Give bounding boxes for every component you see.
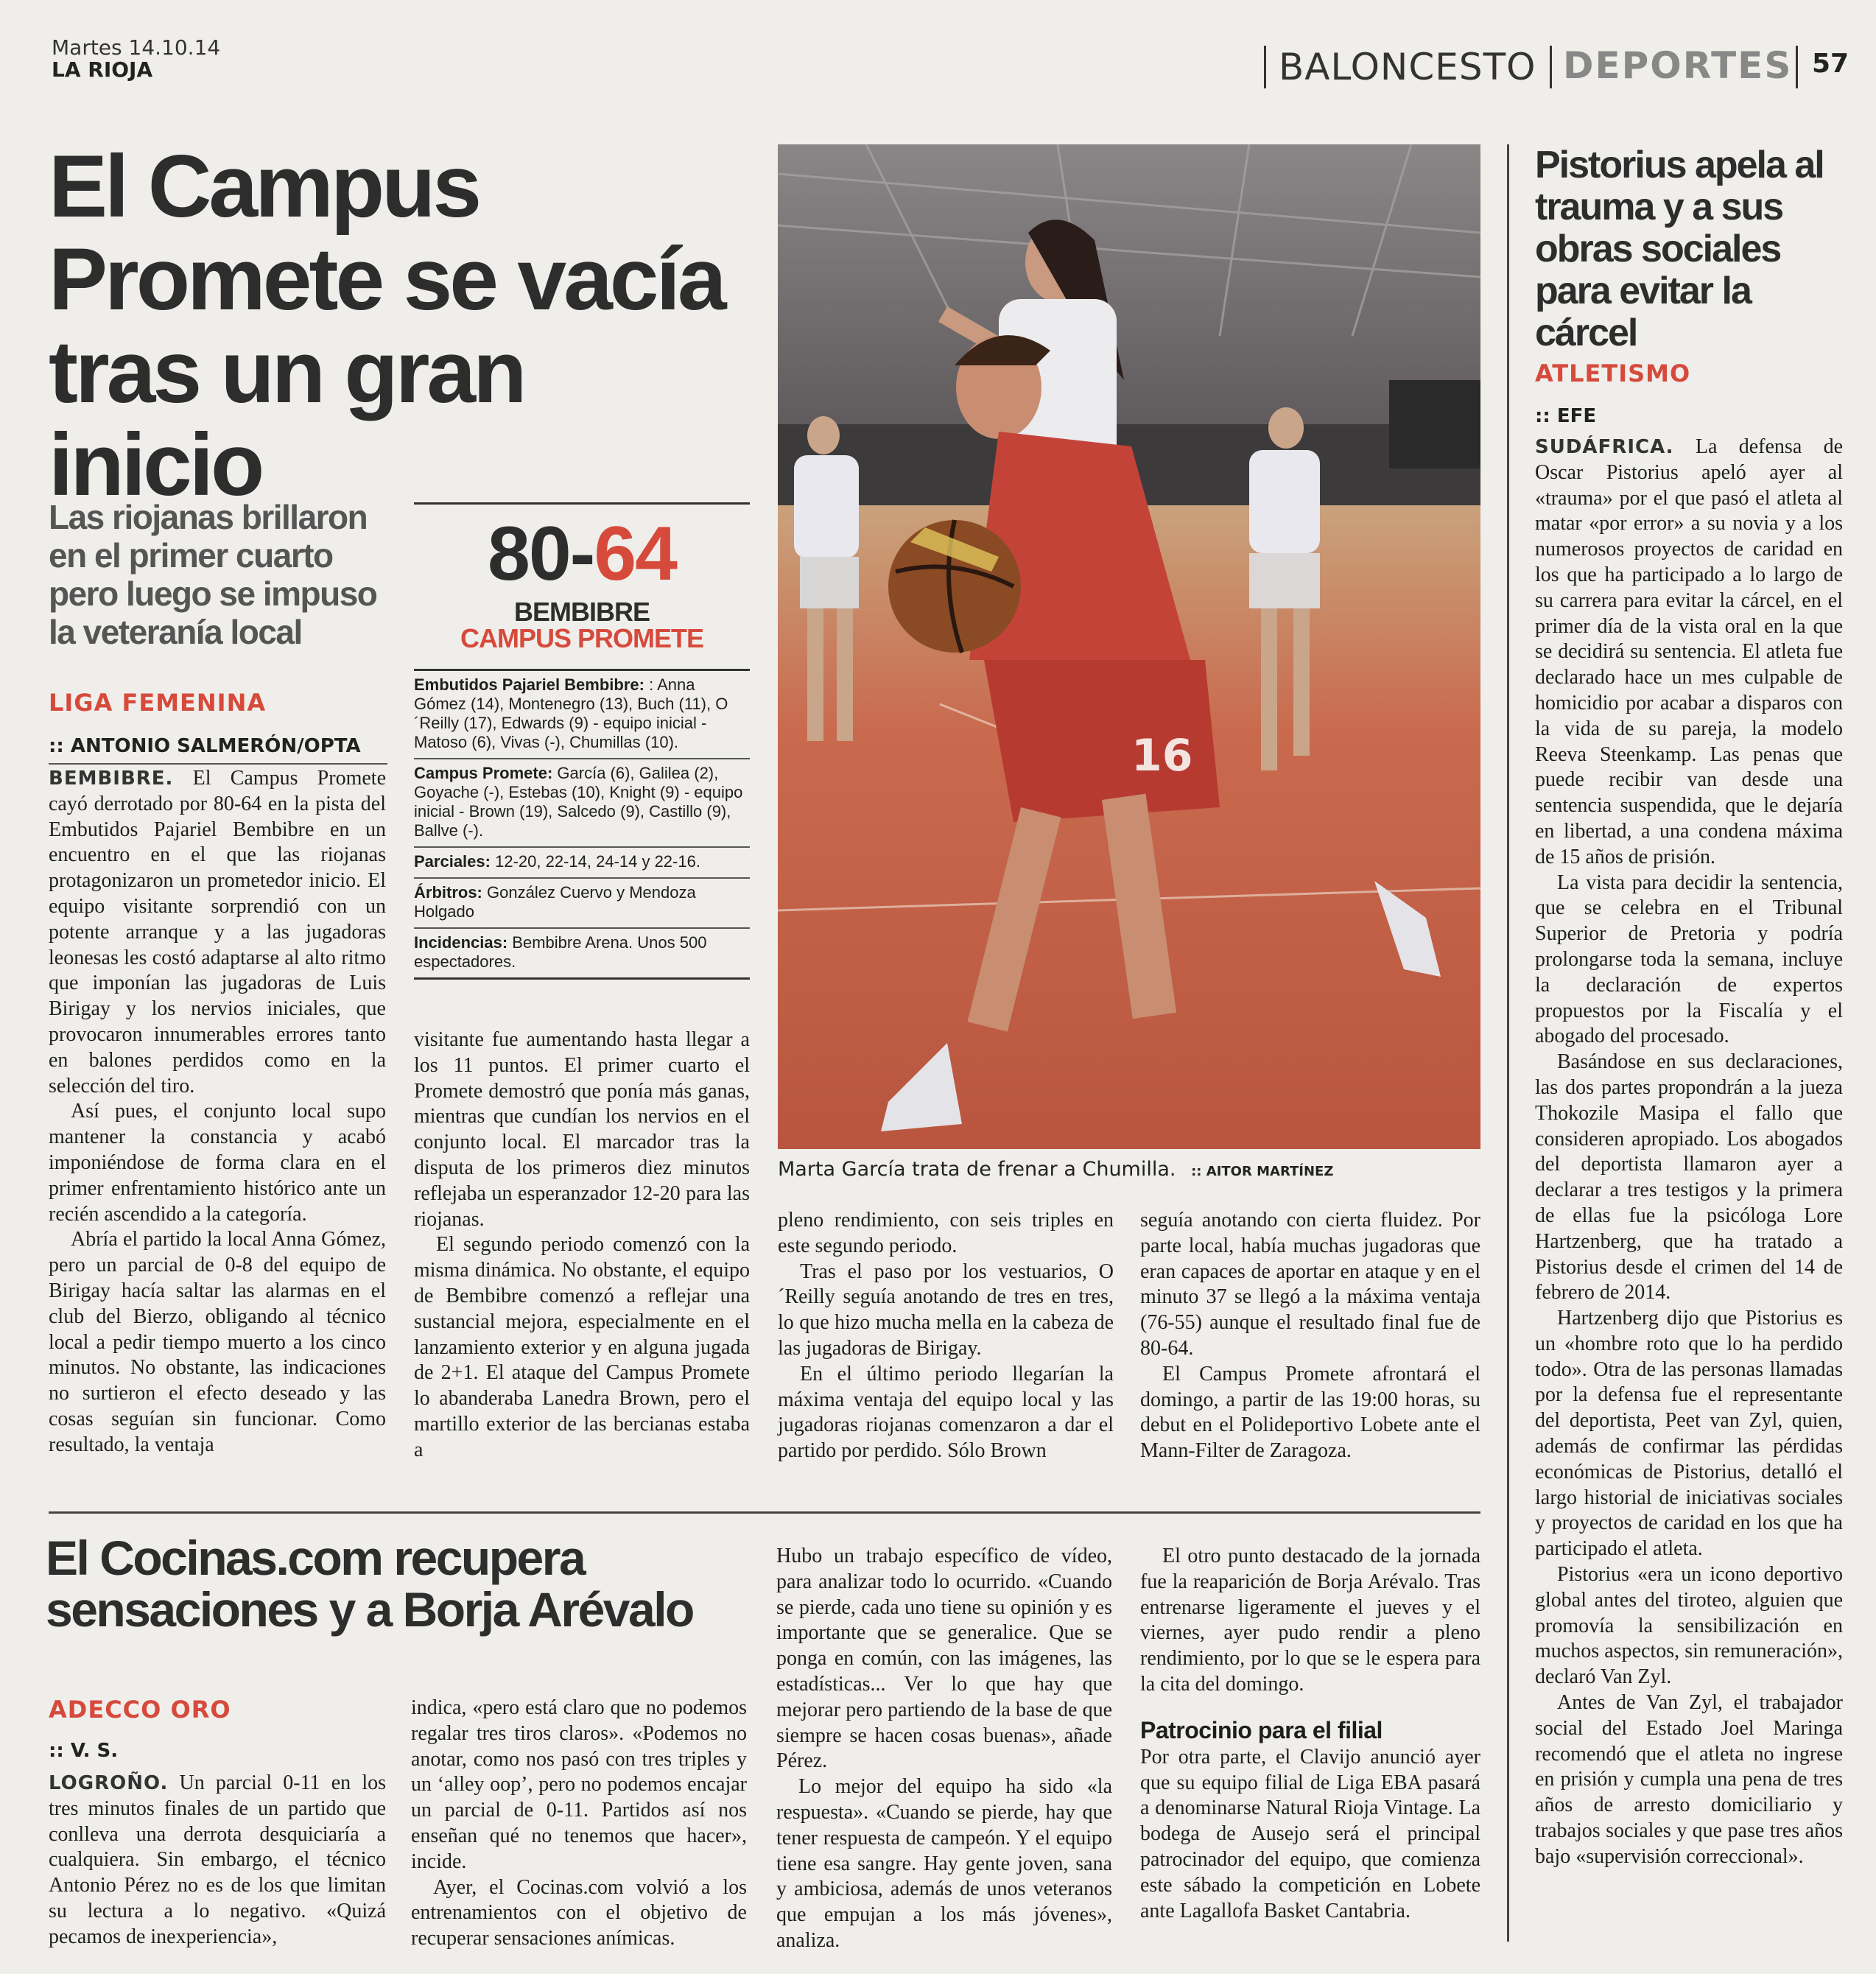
- photo-caption-wrap: [778, 1158, 1480, 1181]
- main-byline: ANTONIO SALMERÓN/OPTA: [70, 735, 361, 757]
- side-headline: Pistorius apela al trauma y a sus obras sociales para evitar la cárcel: [1535, 144, 1824, 354]
- row-text: 12-20, 22-14, 24-14 y 22-16.: [495, 852, 700, 871]
- header-date: Martes 14.10.14: [52, 35, 221, 60]
- bottom-col-1: [49, 1771, 386, 1950]
- row-label: Embutidos Pajariel Bembibre:: [414, 675, 644, 694]
- main-col-2: [414, 1028, 750, 1464]
- paragraph: La vista para decidir la sentencia, que se celebra en el Tribunal Superior de Pretoria y podría prolongarse toda la semana, incluye la declaración de expertos propuestos por la Fiscalía y el abogado del procesado.: [1535, 871, 1843, 1048]
- paragraph: La defensa de Oscar Pistorius apeló ayer al «trauma» por el que pasó el atleta al matar «por error» a su novia y a los numerosos proyectos de caridad en los que ha participado a lo largo de su carrera para evitar la cárcel, en el primer día de la vista oral en la que se decidirá su sentencia. El atleta fue declarado hace un mes culpable de homicidio por acabar a disparos con la vida de su pareja, la modelo Reeva Steenkamp. Las penas que puede recibir van desde una sentencia suspendida, que le dejaría en libertad, a una condena máxima de 15 años de prisión.: [1535, 435, 1843, 868]
- bottom-byline-wrap: [49, 1740, 118, 1762]
- paragraph: Tras el paso por los vestuarios, O´Reilly seguía anotando de tres en tres, lo que hizo mucha mella en la cabeza de las jugadoras de Birigay.: [778, 1260, 1114, 1360]
- bottom-article-rule: [49, 1511, 1480, 1514]
- paragraph: visitante fue aumentando hasta llegar a los 11 puntos. El primer cuarto el Promete demostró que ponía más ganas, mientras que cundían los nervios en el conjunto local. El marcador tras la disputa de los primeros diez minutos reflejaba un esperanzador 12-20 para las riojanas.: [414, 1028, 750, 1231]
- row-label: Campus Promete:: [414, 764, 553, 782]
- paragraph: En el último periodo llegarían la máxima ventaja del equipo local y las jugadoras riojanas comenzaron a dar el partido por perdido. Sólo Brown: [778, 1362, 1114, 1463]
- scorebox-row: [414, 759, 750, 848]
- header-section: BALONCESTO: [1279, 46, 1536, 88]
- paragraph: Ayer, el Cocinas.com volvió a los entrenamientos con el objetivo de recuperar sensaciones anímicas.: [411, 1875, 747, 1950]
- paragraph: indica, «pero está claro que no podemos regalar tres tiros claros». «Podemos no anotar, como nos pasó con tres triples y un ‘alley oop’, pero no podemos encajar un parcial de 0-11. Partidos así nos enseñan qué no tenemos que hacer», incide.: [411, 1696, 747, 1873]
- row-label: Parciales:: [414, 852, 491, 871]
- side-byline-wrap: [1535, 405, 1596, 427]
- main-col-3: [778, 1208, 1114, 1464]
- paragraph: Pistorius «era un icono deportivo global antes del tiroteo, alguien que promovía la sensibilización en muchos aspectos, sin remuneración», declaró Van Zyl.: [1535, 1563, 1843, 1689]
- header-category: DEPORTES: [1563, 44, 1793, 87]
- header-divider-2: [1550, 46, 1552, 88]
- scorebox-row: [414, 879, 750, 929]
- row-label: Árbitros:: [414, 883, 482, 902]
- side-section-tag: ATLETISMO: [1535, 359, 1691, 387]
- byline-marker: ::: [49, 1740, 71, 1762]
- paragraph: Hubo un trabajo específico de vídeo, para analizar todo lo ocurrido. «Cuando se pierde, cada uno tiene su opinión y es importante que se generalice. Que se ponga en común, con las imágenes, las estadísticas... Ver lo que hay que mejorar pero partiendo de la base de que siempre se hacen cosas buenas», añade Pérez.: [776, 1545, 1112, 1773]
- header-divider-3: [1796, 46, 1798, 88]
- paragraph: El otro punto destacado de la jornada fue la reaparición de Borja Arévalo. Tras entrenarse ligeramente el jueves y el viernes, ayer pudo rendir a pleno rendimiento, por lo que se le espera para la cita del domingo.: [1140, 1545, 1480, 1696]
- bottom-subhead: Patrocinio para el filial: [1140, 1716, 1383, 1743]
- paragraph: Basándose en sus declaraciones, las dos partes propondrán a la jueza Thokozile Masipa el fallo que consideren apropiado. Los abogados del deportista llamaron ayer a declarar a tres testigos y la primera de ellas fue la psicóloga Lore Hartzenberg, que ha tratado a Pistorius desde el crimen del 14 de febrero de 2014.: [1535, 1050, 1843, 1304]
- paragraph: El Campus Promete cayó derrotado por 80-64 en la pista del Embutidos Pajariel Bembibre en un encuentro en el que las riojanas protagonizaron un prometedor inicio. El equipo visitante sorprendió con un potente arranque y a las jugadoras leonesas les costó adaptarse al alto ritmo que imponían las jugadoras de Luis Birigay y los nervios iniciales, que provocaron innumerables errores tanto en balones perdidos como en la selección del tiro.: [49, 767, 386, 1097]
- paragraph: El segundo periodo comenzó con la misma dinámica. No obstante, el equipo de Bembibre comenzó a reflejar una sustancial mejora, especialmente en el lanzamiento exterior y en alguna jugada de 2+1. El ataque del Campus Promete lo abanderaba Lanedra Brown, pero el martillo exterior de las bercianas estaba a: [414, 1233, 750, 1461]
- scorebox-details: [414, 669, 750, 980]
- scorebox-row: [414, 671, 750, 759]
- row-text: González Cuervo y Mendoza Holgado: [414, 883, 696, 921]
- bottom-col-3: [776, 1544, 1112, 1954]
- header-newspaper: LA RIOJA: [52, 57, 153, 82]
- main-col-1: [49, 766, 386, 1458]
- paragraph: Lo mejor del equipo ha sido «la respuesta». «Cuando se pierde, hay que tener respuesta de campeón. Y el equipo tiene esa sangre. Hay gente joven, sana y ambiciosa, además de unos veteranos que empujan a los más jóvenes», analiza.: [776, 1775, 1112, 1952]
- score-away: 64: [594, 511, 676, 597]
- paragraph: Por otra parte, el Clavijo anunció ayer que su equipo filial de Liga EBA pasará a denominarse Natural Rioja Vintage. La bodega de Ausejo será el principal patrocinador del equipo, que comienza este sábado la competición en Lobete ante Lagallofa Basket Cantabria.: [1140, 1745, 1480, 1922]
- score-separator: -: [569, 511, 594, 597]
- row-label: Incidencias:: [414, 933, 508, 952]
- bottom-headline: El Cocinas.com recupera sensaciones y a Borja Arévalo: [46, 1531, 693, 1637]
- photo-credit: AITOR MARTÍNEZ: [1206, 1164, 1334, 1179]
- row-text: : Anna Gómez (14), Montenegro (13), Buch (11), O´Reilly (17), Edwards (9) - equipo inicial - Matoso (6), Vivas (-), Chumillas (10).: [414, 675, 728, 751]
- svg-text:16: 16: [1131, 730, 1193, 781]
- photo-caption: Marta García trata de frenar a Chumilla.: [778, 1158, 1176, 1181]
- bottom-col-4: [1140, 1544, 1480, 1924]
- team-home: BEMBIBRE: [513, 597, 650, 627]
- side-lead: SUDÁFRICA.: [1535, 436, 1674, 458]
- side-column-rule: [1507, 144, 1509, 1942]
- paragraph: Un parcial 0-11 en los tres minutos finales de un partido que conlleva una derrota desquiciaría a cualquiera. Sin embargo, el técnico Antonio Pérez no es de los que limitan su lectura a lo negativo. «Quizá pecamos de inexperiencia»,: [49, 1771, 386, 1948]
- team-away: CAMPUS PROMETE: [460, 623, 704, 653]
- bottom-byline: V. S.: [70, 1740, 119, 1762]
- main-subheadline: Las riojanas brillaron en el primer cuarto pero luego se impuso la veteranía local: [49, 498, 377, 651]
- row-text: Bembibre Arena. Unos 500 espectadores.: [414, 933, 707, 971]
- byline-rule: [49, 763, 387, 765]
- paragraph: seguía anotando con cierta fluidez. Por parte local, había muchas jugadoras que eran capaces de aportar en ataque y en el minuto 37 se llegó a la máxima ventaja (76-55) aunque el resultado final fue de 80-64.: [1140, 1209, 1480, 1360]
- bottom-section-tag: ADECCO ORO: [49, 1696, 231, 1724]
- paragraph: Hartzenberg dijo que Pistorius es un «hombre roto que lo ha perdido todo». Otra de las personas llamadas por la defensa fue el representante del deportista, Peet van Zyl, quien, además de confirmar las pérdidas económicas de Pistorius, detalló el largo historial de iniciativas sociales y proyectos de caridad en los que ha participado el atleta.: [1535, 1307, 1843, 1561]
- main-headline: El Campus Promete se vacía tras un gran inicio: [49, 137, 724, 514]
- row-text: García (6), Galilea (2), Goyache (-), Estebas (10), Knight (9) - equipo inicial - Brown (19), Salcedo (9), Castillo (9), Ballve (-).: [414, 764, 743, 840]
- paragraph: Antes de Van Zyl, el trabajador social del Estado Joel Maringa recomendó que el atleta no ingrese en prisión y cumpla una pena de tres años de arresto domiciliario y trabajos sociales y que pase tres años bajo «supervisión correccional».: [1535, 1691, 1843, 1868]
- side-byline: EFE: [1556, 405, 1597, 427]
- main-byline-wrap: [49, 735, 387, 757]
- main-section-tag: LIGA FEMENINA: [49, 689, 267, 717]
- paragraph: Abría el partido la local Anna Gómez, pero un parcial de 0-8 del equipo de Birigay hacía saltar las alarmas en el club del Bierzo, obligando al técnico local a pedir tiempo muerto a los cinco minutos. No obstante, las indicaciones no surtieron el efecto deseado y las cosas seguían sin funcionar. Como resultado, la ventaja: [49, 1228, 386, 1456]
- page-number: 57: [1812, 49, 1849, 79]
- photo-illustration: [778, 144, 1480, 1149]
- scorebox-row: [414, 929, 750, 980]
- paragraph: pleno rendimiento, con seis triples en este segundo periodo.: [778, 1209, 1114, 1257]
- byline-marker: ::: [1535, 405, 1557, 427]
- score-home: 80: [487, 511, 570, 597]
- side-body: [1535, 435, 1843, 1870]
- byline-marker: ::: [49, 735, 71, 757]
- main-lead: BEMBIBRE.: [49, 768, 174, 790]
- scorebox-top-rule: [414, 502, 750, 505]
- basketball-photo: [778, 144, 1480, 1149]
- bottom-lead: LOGROÑO.: [49, 1772, 169, 1794]
- scorebox-row: [414, 848, 750, 879]
- paragraph: Así pues, el conjunto local supo mantener la constancia y acabó imponiéndose de forma clara en el primer enfrentamiento histórico ante un recién ascendido a la categoría.: [49, 1100, 386, 1226]
- main-col-4: [1140, 1208, 1480, 1464]
- bottom-col-2: [411, 1696, 747, 1952]
- scorebox-score: [414, 510, 750, 598]
- header-divider-1: [1264, 46, 1266, 88]
- credit-marker: ::: [1191, 1164, 1206, 1179]
- paragraph: El Campus Promete afrontará el domingo, a partir de las 19:00 horas, su debut en el Polideportivo Lobete ante el Mann-Filter de Zaragoza.: [1140, 1362, 1480, 1463]
